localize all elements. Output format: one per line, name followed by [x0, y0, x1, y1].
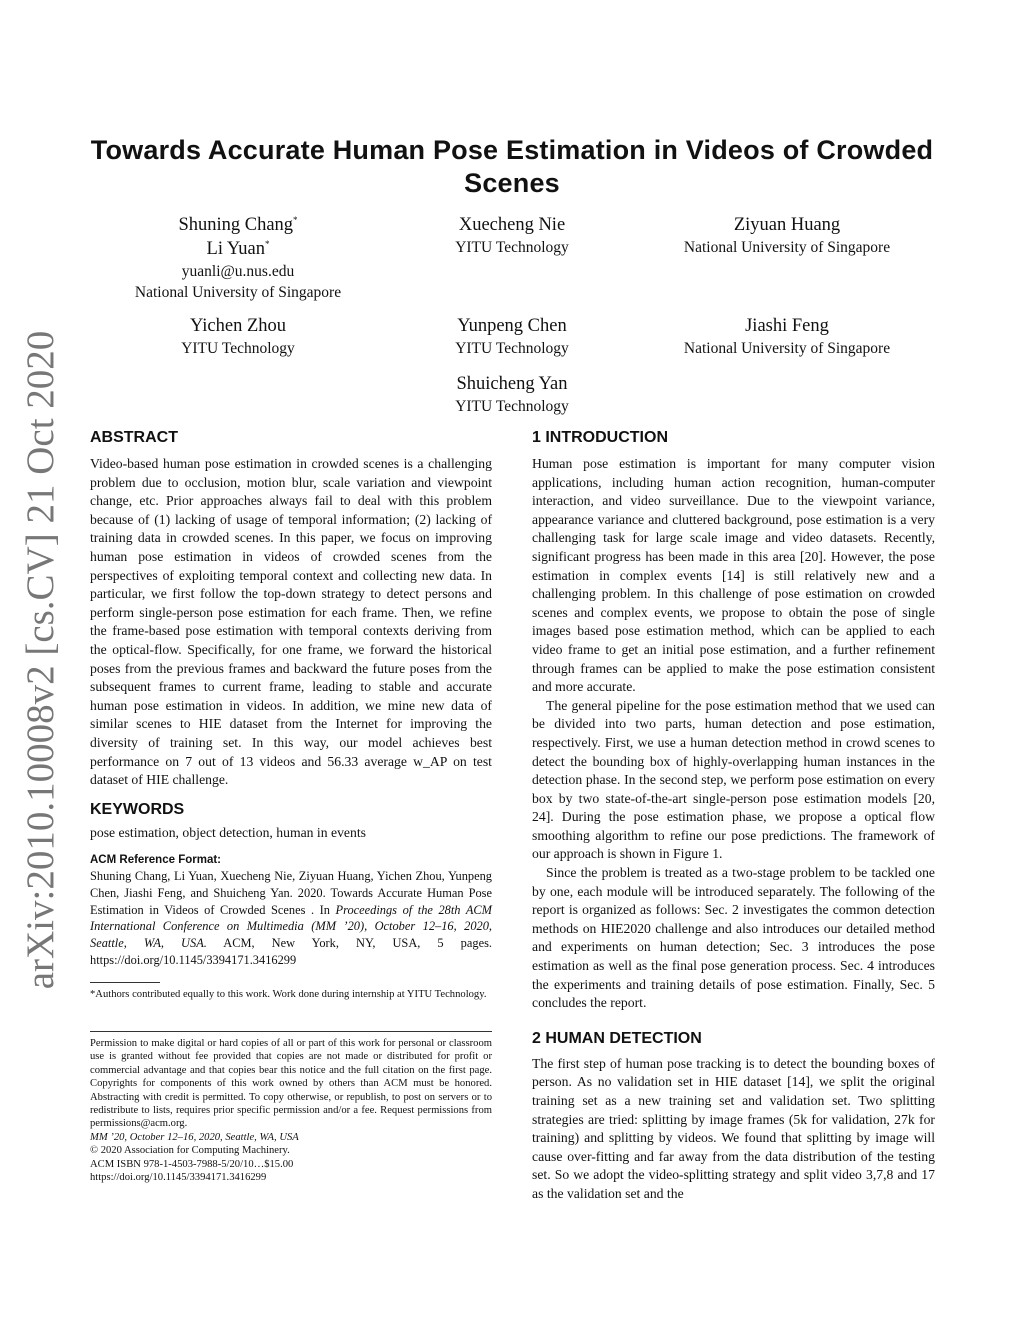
- author-block-6: [652, 314, 922, 359]
- keywords-text: pose estimation, object detection, human in events: [90, 825, 366, 840]
- paper-title: Towards Accurate Human Pose Estimation in Videos of Crowded Scenes: [90, 135, 934, 198]
- author-name: Xuecheng Nie: [458, 215, 566, 235]
- author-name: Yichen Zhou: [189, 316, 287, 336]
- permission-block: [90, 1037, 492, 1184]
- equal-contribution-mark: *: [293, 215, 298, 225]
- author-affiliation: YITU Technology: [455, 239, 569, 256]
- equal-contribution-mark: *: [264, 239, 270, 249]
- acm-ref-text: Shuning Chang, Li Yuan, Xuecheng Nie, Ziyuan Huang, Yichen Zhou, Yunpeng Chen, Jiashi Feng, and Shuicheng Yan. 2020. Towards Accurate Human Pose Estimation in Videos of Crowded Scenes . In: [90, 869, 492, 917]
- author-block-1: [100, 213, 376, 303]
- acm-ref-proceedings: Proceedings of the 28th ACM International Conference on Multimedia (MM ’20), October 12–16, 2020, Seattle, WA, USA.: [90, 902, 492, 951]
- acm-reference: [90, 852, 492, 969]
- author-block-3: [652, 213, 922, 258]
- author-block-7: [382, 372, 642, 417]
- author-name: Li Yuan: [206, 239, 265, 259]
- left-column: [90, 428, 492, 790]
- author-affiliation: National University of Singapore: [683, 340, 891, 357]
- permission-text: Permission to make digital or hard copies of all or part of this work for personal or classroom use is granted without fee provided that copies are not made or distributed for profit or commercial advantage and that copies bear this notice and the full citation on the first page. Copyrights for components of this work owned by others than ACM must be honored. Abstracting with credit is permitted. To copy otherwise, or republish, to post on servers or to redistribute to lists, requires prior specific permission and/or a fee. Request permissions from permissions@acm.org.: [90, 1038, 492, 1130]
- conference-line: MM ’20, October 12–16, 2020, Seattle, WA, USA: [90, 1131, 299, 1143]
- intro-paragraph-1: Human pose estimation is important for many computer vision applications, including human action recognition, human-computer interaction, and video surveillance. Due to the viewpoint variance, appearance variance and cluttered background, pose estimation is a very challenging task for large scale image and video datasets. Recently, significant progress has been made in this area [20]. However, the pose estimation in complex events [14] is still relatively new and a challenging problem. In this challenge of pose estimation on crowded scenes and complex events, we propose to obtain the pose of single images based pose estimation method, which can be applied to each video frame to get an initial pose estimation, and a further refinement through frames can be applied to make the pose estimation consistent and more accurate.: [532, 456, 935, 695]
- keywords-section: [90, 800, 492, 843]
- author-affiliation: YITU Technology: [455, 340, 569, 357]
- author-name: Shuning Chang: [178, 215, 294, 235]
- acm-ref-heading: ACM Reference Format:: [90, 854, 221, 866]
- author-email: yuanli@u.nus.edu: [181, 263, 295, 280]
- abstract-text: Video-based human pose estimation in crowded scenes is a challenging problem due to occlusion, motion blur, scale variation and viewpoint change, etc. Prior approaches always fail to deal with this problem because of (1) lacking of usage of temporal information; (2) lacking of training data in crowded scenes. In this paper, we focus on improving human pose estimation in videos of crowded scenes from the perspectives of exploiting temporal context and collecting new data. In particular, we first follow the top-down strategy to detect persons and perform single-person pose estimation for each frame. Then, we refine the frame-based pose estimation with temporal contexts deriving from the optical-flow. Specifically, for one frame, we forward the historical poses from the previous frames and backward the future poses from the subsequent frames to current frame, leading to stable and accurate human pose estimation in videos. In addition, we mine new data of similar scenes to HIE dataset from the Internet for improving the diversity of training set. In this way, our model achieves best performance on 7 out of 13 videos and 56.33 average w_AP on test dataset of HIE challenge.: [90, 456, 492, 788]
- author-block-4: [100, 314, 376, 359]
- intro-paragraph-3: Since the problem is treated as a two-stage problem to be tackled one by one, each module will be introduced separately. The following of the report is organized as follows: Sec. 2 investigates the common detection methods on HIE2020 challenge and also introduces our detailed method and experiments on human detection; Sec. 3 introduces the pose estimation as well as the final pose generation process. Sec. 4 introduces the experiments and training details of pose estimation. Finally, Sec. 5 concludes the report.: [532, 865, 935, 1011]
- footnote-rule: [90, 982, 160, 983]
- intro-paragraph-2: The general pipeline for the pose estimation method that we used can be divided into two parts, human detection and pose estimation, respectively. First, we use a human detection method in crowd scenes to detect the bounding box of highly-overlapping human instances in the detection phase. In the second step, we perform pose estimation on every box by two state-of-the-art single-person pose estimation models [20, 24]. During the pose estimation phase, we propose a optical flow smoothing algorithm to refine our pose predictions. The framework of our approach is shown in Figure 1.: [532, 697, 935, 862]
- author-name: Yunpeng Chen: [457, 316, 567, 336]
- author-affiliation: YITU Technology: [455, 398, 569, 415]
- author-affiliation: YITU Technology: [181, 340, 295, 357]
- permission-rule: [90, 1031, 492, 1032]
- doi-line: https://doi.org/10.1145/3394171.3416299: [90, 1172, 267, 1184]
- author-name: Shuicheng Yan: [456, 374, 568, 394]
- detection-paragraph-1: The first step of human pose tracking is to detect the bounding boxes of person. As no validation set in HIE dataset [14], we split the original training set as a new training set and validation set. Two splitting strategies are tried: splitting by image frames (5k for validation, 27k for training) and splitting by videos. We found that splitting by image will cause over-fitting and far away from the data distribution of the testing set. So we adopt the video-splitting strategy and split video 3,7,8 and 17 as the validation set and the: [532, 1055, 935, 1201]
- right-column: [532, 428, 935, 1204]
- author-affiliation: National University of Singapore: [683, 239, 891, 256]
- arxiv-identifier: arXiv:2010.10008v2 [cs.CV] 21 Oct 2020: [19, 330, 62, 990]
- acm-ref-tail: ACM, New York, NY, USA, 5 pages. https://doi.org/10.1145/3394171.3416299: [90, 936, 492, 967]
- author-name: Ziyuan Huang: [733, 215, 841, 235]
- detection-heading: 2 HUMAN DETECTION: [532, 1029, 702, 1047]
- author-name: Jiashi Feng: [745, 316, 829, 336]
- isbn-line: ACM ISBN 978-1-4503-7988-5/20/10…$15.00: [90, 1158, 294, 1170]
- author-block-2: [382, 213, 642, 258]
- keywords-heading: KEYWORDS: [90, 801, 185, 818]
- author-affiliation: National University of Singapore: [134, 284, 342, 301]
- author-block-5: [382, 314, 642, 359]
- intro-heading: 1 INTRODUCTION: [532, 429, 668, 446]
- abstract-heading: ABSTRACT: [90, 429, 178, 446]
- copyright-line: © 2020 Association for Computing Machinery.: [90, 1145, 290, 1157]
- footnote: *Authors contributed equally to this work. Work done during internship at YITU Technology.: [90, 989, 487, 1000]
